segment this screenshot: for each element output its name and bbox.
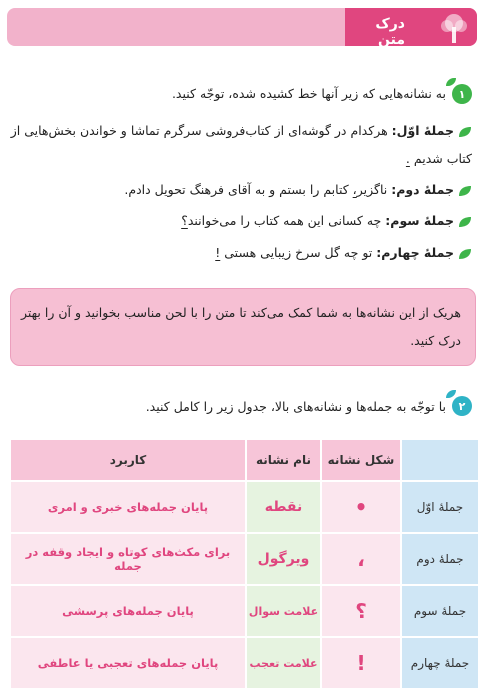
punctuation-mark: ، [352, 182, 357, 197]
sentence-3 [181, 212, 472, 230]
question-number-badge: ۱ [452, 84, 472, 104]
page-title: درک متن [375, 16, 405, 48]
sentence-label: جملهٔ سوم: [385, 213, 454, 228]
mark-shape: • [321, 481, 401, 533]
mark-shape: ؟ [321, 585, 401, 637]
header-tab [345, 8, 477, 46]
sentence-text: کتاب شدیم [413, 151, 472, 166]
sentence-text: ناگزیر [356, 182, 388, 197]
mark-name: ویرگول [246, 533, 321, 585]
leaf-bullet-icon [458, 185, 472, 197]
header-shape: شکل نشانه [321, 439, 401, 481]
section-header [7, 8, 477, 46]
note-box [10, 288, 476, 366]
row-label: جملهٔ دوم [401, 533, 479, 585]
row-label: جملهٔ چهارم [401, 637, 479, 689]
sentence-label: جملهٔ دوم: [391, 182, 454, 197]
q1-instruction: به نشانه‌هایی که زیر آنها خط کشیده شده، توجّه کنید. [171, 86, 446, 101]
mark-use: پایان جمله‌های پرسشی [10, 585, 246, 637]
note-text: هریک از این نشانه‌ها به شما کمک می‌کند تا متن را با لحن مناسب بخوانید و آن را بهتر درک کنید. [20, 305, 461, 348]
leaf-bullet-icon [458, 216, 472, 228]
table-row [10, 481, 479, 533]
mark-name: علامت تعجب [246, 637, 321, 689]
sentence-text: تو چه گل سرخ زیبایی هستی [224, 245, 373, 260]
header-use: کاربرد [10, 439, 246, 481]
punctuation-table [9, 438, 480, 690]
punctuation-mark: . [405, 151, 410, 166]
sentence-2 [124, 181, 472, 199]
sentence-label: جملهٔ اوّل: [391, 123, 454, 138]
mark-name: علامت سوال [246, 585, 321, 637]
sentence-text: کتابم را بستم و به آقای فرهنگ تحویل دادم. [124, 182, 349, 197]
row-label: جملهٔ سوم [401, 585, 479, 637]
sentence-label: جملهٔ چهارم: [376, 245, 454, 260]
row-label: جملهٔ اوّل [401, 481, 479, 533]
table-row [10, 585, 479, 637]
badge-leaf-icon [446, 390, 456, 398]
mark-use: پایان جمله‌های خبری و امری [10, 481, 246, 533]
leaf-bullet-icon [458, 126, 472, 138]
table-header-row [10, 439, 479, 481]
mark-shape: ، [321, 533, 401, 585]
punctuation-mark: ! [215, 245, 221, 260]
sentence-1 [11, 122, 472, 140]
table-row [10, 637, 479, 689]
mark-use: پایان جمله‌های تعجبی یا عاطفی [10, 637, 246, 689]
sentence-1-cont [406, 150, 472, 168]
mark-name: نقطه [246, 481, 321, 533]
mark-use: برای مکث‌های کوتاه و ایجاد وقفه در جمله [10, 533, 246, 585]
badge-leaf-icon [446, 78, 456, 86]
header-row-label [401, 439, 479, 481]
leaf-bullet-icon [458, 248, 472, 260]
question-number-badge: ۲ [452, 396, 472, 416]
sentence-text: چه کسانی این همه کتاب را می‌خوانند [187, 213, 382, 228]
mark-shape: ! [321, 637, 401, 689]
q2-instruction: با توجّه به جمله‌ها و نشانه‌های بالا، جدول زیر را کامل کنید. [145, 399, 446, 414]
header-name: نام نشانه [246, 439, 321, 481]
table-row [10, 533, 479, 585]
sentence-text: هرکدام در گوشه‌ای از کتاب‌فروشی سرگرم تماشا و خواندن بخش‌هایی از [10, 123, 388, 138]
tree-icon [437, 11, 471, 43]
punctuation-mark: ؟ [181, 213, 188, 228]
sentence-4 [215, 244, 472, 262]
